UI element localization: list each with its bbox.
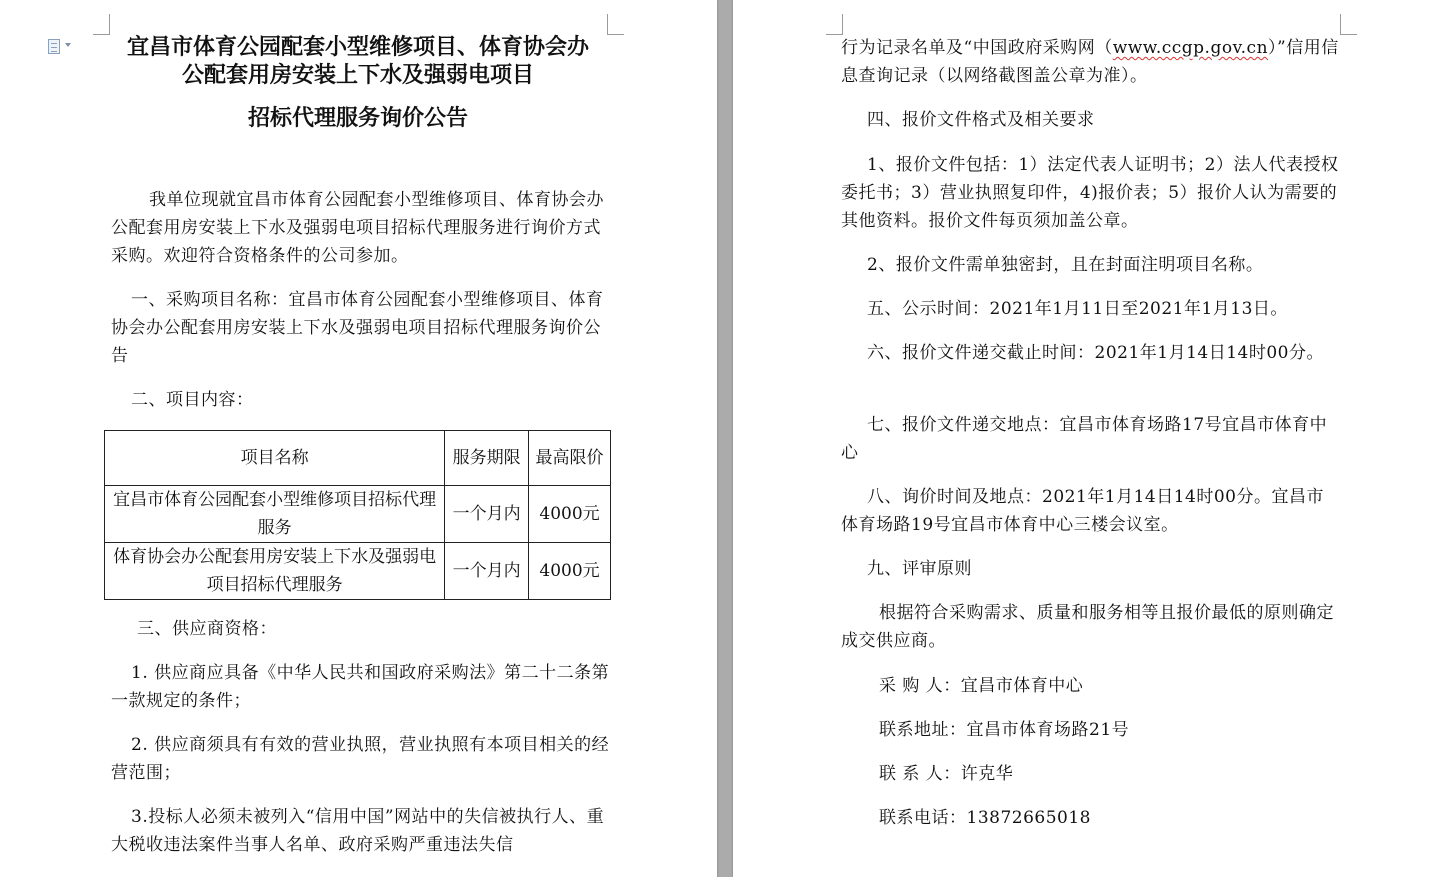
document-icon[interactable] [48,39,78,53]
table-row [105,543,611,600]
table-cell: 一个月内 [445,543,529,600]
section-2-heading: 二、项目内容： [131,390,254,410]
table-cell: 宜昌市体育公园配套小型维修项目招标代理服务 [105,486,445,543]
section-9-text: 根据符合采购需求、质量和服务相等且报价最低的原则确定成交供应商。 [841,603,1334,651]
title-line-3: 招标代理服务询价公告 [247,105,468,131]
address-info: 联系地址：宜昌市体育场路21号 [879,720,1130,740]
qualification-3: 3.投标人必须未被列入“信用中国”网站中的失信被执行人、重大税收违法案件当事人名单、政府采购严重违法失信 [111,807,605,855]
title-line-1: 宜昌市体育公园配套小型维修项目、体育协会办 [126,34,589,60]
table-cell: 4000元 [529,486,611,543]
table-header-cell: 项目名称 [105,431,445,486]
requirement-2: 2、报价文件需单独密封，且在封面注明项目名称。 [867,255,1264,275]
qualification-2: 2. 供应商须具有有效的营业执照，营业执照有本项目相关的经营范围； [111,735,610,783]
table-header-cell: 服务期限 [445,431,529,486]
phone-info: 联系电话：13872665018 [879,808,1091,828]
contact-person-info: 联 系 人：许克华 [879,764,1014,784]
title-line-2: 公配套用房安装上下水及强弱电项目 [181,62,534,88]
crop-mark-top-right [607,14,624,35]
document-page-1 [0,0,717,877]
project-table [104,430,611,600]
section-5-announcement-period: 五、公示时间：2021年1月11日至2021年1月13日。 [867,299,1288,319]
section-7-submission-place: 七、报价文件递交地点：宜昌市体育场路17号宜昌市体育中心 [841,415,1328,463]
intro-paragraph: 我单位现就宜昌市体育公园配套小型维修项目、体育协会办公配套用房安装上下水及强弱电项目招标代理服务进行询价方式采购。欢迎符合资格条件的公司参加。 [111,190,604,266]
crop-mark-top-left [826,14,843,35]
table-header-row [105,431,611,486]
qualification-1: 1. 供应商应具备《中华人民共和国政府采购法》第二十二条第一款规定的条件； [111,663,610,711]
chevron-down-icon[interactable] [65,43,71,47]
table-cell: 体育协会办公配套用房安装上下水及强弱电项目招标代理服务 [105,543,445,600]
section-9-heading: 九、评审原则 [867,559,972,579]
ccgp-url-link[interactable]: www.ccgp.gov.cn [1112,38,1269,58]
table-row [105,486,611,543]
continued-text-a: 行为记录名单及“中国政府采购网（ [841,38,1113,58]
section-4-heading: 四、报价文件格式及相关要求 [867,110,1095,130]
buyer-info: 采 购 人：宜昌市体育中心 [879,676,1084,696]
continued-text-b: ）”信用信息查询记录（以网络截图盖公章为准）。 [841,38,1339,86]
document-page-2 [733,0,1449,877]
crop-mark-top-right [1340,14,1357,35]
table-header-cell: 最高限价 [529,431,611,486]
section-8-inquiry-time-place: 八、询价时间及地点：2021年1月14日14时00分。宜昌市体育场路19号宜昌市体育中心三楼会议室。 [841,487,1324,535]
section-1-project-name: 一、采购项目名称：宜昌市体育公园配套小型维修项目、体育协会办公配套用房安装上下水及强弱电项目招标代理服务询价公告 [111,290,604,366]
table-cell: 4000元 [529,543,611,600]
section-3-heading: 三、供应商资格： [137,619,277,639]
table-cell: 一个月内 [445,486,529,543]
continued-paragraph [841,34,1341,90]
requirement-1: 1、报价文件包括：1）法定代表人证明书；2）法人代表授权委托书；3）营业执照复印件，4)报价表；5）报价人认为需要的其他资料。报价文件每页须加盖公章。 [841,155,1339,231]
section-6-deadline: 六、报价文件递交截止时间：2021年1月14日14时00分。 [867,343,1324,363]
